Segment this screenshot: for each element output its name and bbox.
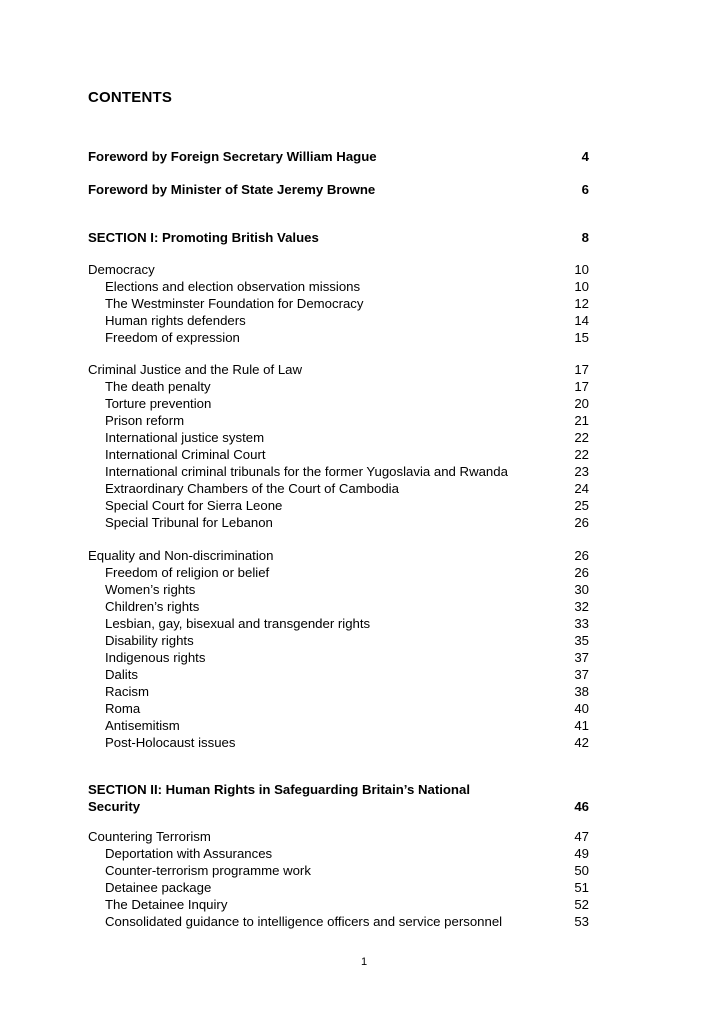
- toc-entry-label: Disability rights: [105, 633, 194, 648]
- toc-entry-label: Indigenous rights: [105, 650, 206, 665]
- toc-entry-label: Special Court for Sierra Leone: [105, 498, 283, 513]
- toc-entry: [88, 229, 590, 246]
- toc-entry: [88, 717, 590, 734]
- toc-entry-label: Equality and Non-discrimination: [88, 548, 274, 563]
- page-title: CONTENTS: [88, 89, 173, 106]
- toc-entry: [88, 615, 590, 632]
- toc-entry-page: 33: [574, 616, 589, 631]
- toc-entry-label: Freedom of expression: [105, 330, 240, 345]
- toc-entry-page: 42: [574, 735, 589, 750]
- toc-entry-label: Counter-terrorism programme work: [105, 863, 311, 878]
- toc-entry: [88, 148, 590, 165]
- page-number: 1: [360, 956, 368, 968]
- toc-entry: [88, 913, 590, 930]
- toc-entry: [88, 896, 590, 913]
- toc-entry-label: Torture prevention: [105, 396, 212, 411]
- toc-entry-page: 26: [574, 565, 589, 580]
- toc-entry-label: Freedom of religion or belief: [105, 565, 270, 580]
- toc-entry-page: 49: [574, 846, 589, 861]
- toc-entry-page: 26: [574, 548, 589, 563]
- toc-entry: [88, 480, 590, 497]
- toc-entry-page: 41: [574, 718, 589, 733]
- toc-entry: [88, 514, 590, 531]
- toc-entry-label: Democracy: [88, 262, 155, 277]
- toc-entry-page: 51: [574, 880, 589, 895]
- toc-entry-label: Criminal Justice and the Rule of Law: [88, 362, 303, 377]
- toc-entry-page: 8: [581, 230, 589, 245]
- toc-entry-label: International Criminal Court: [105, 447, 266, 462]
- toc-entry: [88, 828, 590, 845]
- toc-entry-page: 50: [574, 863, 589, 878]
- toc-entry: [88, 412, 590, 429]
- toc-entry: [88, 329, 590, 346]
- toc-entry: [88, 261, 590, 278]
- toc-entry: [88, 181, 590, 198]
- toc-entry-label: SECTION II: Human Rights in Safeguarding Britain’s National: [88, 782, 470, 797]
- toc-entry-label: The Westminster Foundation for Democracy: [105, 296, 364, 311]
- toc-entry: [88, 278, 590, 295]
- toc-entry-label: SECTION I: Promoting British Values: [88, 230, 319, 245]
- toc-entry-page: 53: [574, 914, 589, 929]
- toc-entry-label: Foreword by Foreign Secretary William Hague: [88, 149, 377, 164]
- toc-entry-page: 37: [574, 650, 589, 665]
- toc-entry: [88, 781, 590, 798]
- toc-entry-label: The Detainee Inquiry: [105, 897, 228, 912]
- toc-entry-label: Elections and election observation missions: [105, 279, 361, 294]
- toc-entry-label: Special Tribunal for Lebanon: [105, 515, 273, 530]
- toc-entry: [88, 497, 590, 514]
- toc-entry-page: 37: [574, 667, 589, 682]
- toc-entry-page: 15: [574, 330, 589, 345]
- toc-entry: [88, 683, 590, 700]
- toc-entry: [88, 361, 590, 378]
- toc-entry-label: The death penalty: [105, 379, 211, 394]
- toc-entry: [88, 564, 590, 581]
- toc-entry-page: 12: [574, 296, 589, 311]
- toc-entry-page: 47: [574, 829, 589, 844]
- toc-entry-label: Lesbian, gay, bisexual and transgender rights: [105, 616, 371, 631]
- toc-entry: [88, 547, 590, 564]
- toc-entry: [88, 598, 590, 615]
- toc-entry-page: 14: [574, 313, 589, 328]
- toc-entry-label: International criminal tribunals for the former Yugoslavia and Rwanda: [105, 464, 508, 479]
- toc-entry-label: Countering Terrorism: [88, 829, 211, 844]
- toc-entry: [88, 700, 590, 717]
- toc-entry-label: Deportation with Assurances: [105, 846, 273, 861]
- toc-entry: [88, 879, 590, 896]
- toc-entry-page: 30: [574, 582, 589, 597]
- toc-entry-page: 35: [574, 633, 589, 648]
- toc-entry: [88, 446, 590, 463]
- toc-entry-page: 10: [574, 279, 589, 294]
- toc-entry-page: 4: [581, 149, 589, 164]
- toc-entry-page: 26: [574, 515, 589, 530]
- toc-entry-label: Extraordinary Chambers of the Court of Cambodia: [105, 481, 399, 496]
- toc-entry-label: Dalits: [105, 667, 138, 682]
- toc-entry: [88, 798, 590, 815]
- toc-entry-label: Post-Holocaust issues: [105, 735, 236, 750]
- toc-entry-page: 17: [574, 362, 589, 377]
- toc-entry-page: 22: [574, 447, 589, 462]
- toc-entry-page: 10: [574, 262, 589, 277]
- toc-entry-page: 17: [574, 379, 589, 394]
- toc-entry-label: Prison reform: [105, 413, 185, 428]
- toc-entry: [88, 666, 590, 683]
- toc-entry-label: Foreword by Minister of State Jeremy Browne: [88, 182, 376, 197]
- toc-entry-label: Human rights defenders: [105, 313, 246, 328]
- toc-entry: [88, 429, 590, 446]
- toc-entry-page: 40: [574, 701, 589, 716]
- toc-entry-label: Women’s rights: [105, 582, 196, 597]
- toc-entry-label: Security: [88, 799, 141, 814]
- toc-entry-page: 22: [574, 430, 589, 445]
- toc-entry-page: 38: [574, 684, 589, 699]
- toc-entry-label: Consolidated guidance to intelligence officers and service personnel: [105, 914, 503, 929]
- toc-entry: [88, 295, 590, 312]
- toc-entry: [88, 845, 590, 862]
- toc-entry: [88, 463, 590, 480]
- toc-entry: [88, 862, 590, 879]
- toc-entry-label: Roma: [105, 701, 141, 716]
- toc-entry-label: Racism: [105, 684, 149, 699]
- toc-entry-page: 6: [581, 182, 589, 197]
- toc-entry-page: 20: [574, 396, 589, 411]
- toc-entry-label: Detainee package: [105, 880, 212, 895]
- toc-entry-page: 25: [574, 498, 589, 513]
- toc-entry-page: 32: [574, 599, 589, 614]
- toc-entry: [88, 734, 590, 751]
- toc-entry: [88, 632, 590, 649]
- toc-entry-page: 46: [574, 799, 589, 814]
- toc-entry: [88, 312, 590, 329]
- toc-entry-page: 21: [574, 413, 589, 428]
- toc-entry-page: 52: [574, 897, 589, 912]
- toc-entry: [88, 378, 590, 395]
- toc-entry-label: Children’s rights: [105, 599, 200, 614]
- toc-entry-page: 23: [574, 464, 589, 479]
- toc-entry-label: Antisemitism: [105, 718, 180, 733]
- toc-entry: [88, 581, 590, 598]
- toc-entry: [88, 395, 590, 412]
- toc-entry-label: International justice system: [105, 430, 265, 445]
- toc-entry: [88, 649, 590, 666]
- toc-entry-page: 24: [574, 481, 589, 496]
